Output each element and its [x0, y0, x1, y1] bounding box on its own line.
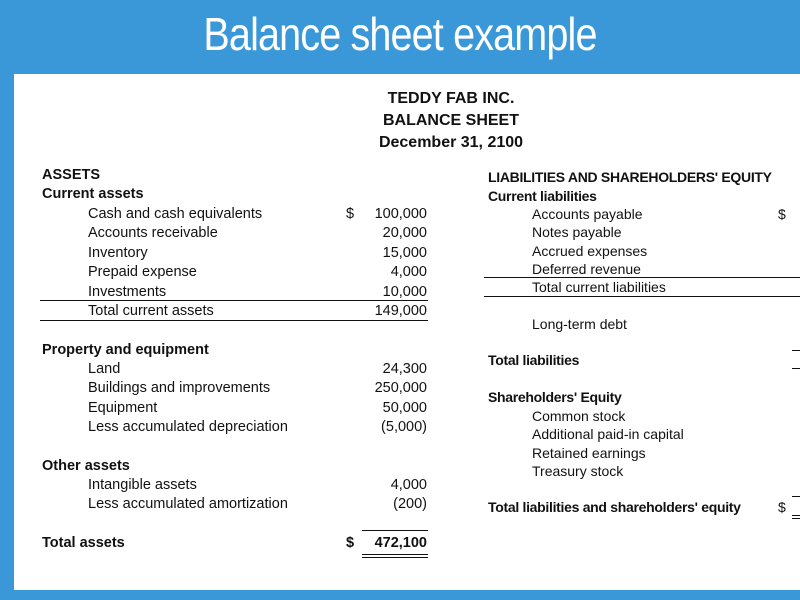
total-liabilities-label: Total liabilities — [488, 352, 580, 368]
currency-symbol: $ — [778, 499, 786, 515]
liability-label: Notes payable — [532, 224, 622, 240]
divider — [362, 530, 428, 531]
slide-title: Balance sheet example — [203, 8, 597, 60]
long-term-debt-label: Long-term debt — [532, 316, 627, 332]
divider — [484, 296, 800, 297]
equity-label: Treasury stock — [532, 463, 624, 479]
asset-label: Equipment — [88, 400, 158, 416]
asset-label: Prepaid expense — [88, 264, 197, 280]
asset-label: Land — [88, 361, 121, 377]
current-assets-heading: Current assets — [42, 186, 144, 202]
grand-total-label: Total liabilities and shareholders' equity — [488, 499, 741, 515]
equity-label: Additional paid-in capital — [532, 426, 684, 442]
liability-label: Accounts payable — [532, 206, 643, 222]
currency-symbol: $ — [778, 206, 786, 222]
asset-value: 100,000 — [374, 206, 427, 222]
current-liabilities-heading: Current liabilities — [488, 188, 597, 204]
currency-symbol: $ — [346, 206, 355, 222]
total-current-assets-value: 149,000 — [374, 303, 427, 319]
double-underline — [362, 557, 428, 558]
divider — [40, 320, 428, 321]
asset-value: (200) — [393, 496, 427, 512]
double-underline — [792, 518, 800, 519]
asset-value: (5,000) — [381, 419, 427, 435]
double-underline — [792, 515, 800, 516]
divider — [792, 350, 800, 351]
asset-label: Less accumulated amortization — [88, 496, 288, 512]
equity-label: Retained earnings — [532, 445, 646, 461]
asset-value: 24,300 — [382, 361, 427, 377]
asset-value: 10,000 — [382, 284, 427, 300]
total-current-liabilities-label: Total current liabilities — [532, 279, 666, 295]
statement-date: December 31, 2100 — [378, 134, 524, 151]
asset-value: 250,000 — [374, 380, 427, 396]
balance-sheet — [14, 74, 800, 590]
asset-value: 4,000 — [390, 477, 427, 493]
assets-heading: ASSETS — [42, 167, 101, 183]
total-current-assets-label: Total current assets — [88, 303, 214, 319]
liability-label: Accrued expenses — [532, 243, 648, 259]
asset-value: 50,000 — [382, 400, 427, 416]
asset-value: 4,000 — [390, 264, 427, 280]
double-underline — [362, 554, 428, 555]
company-name: TEDDY FAB INC. — [387, 90, 515, 107]
total-assets-label: Total assets — [42, 535, 125, 551]
property-heading: Property and equipment — [42, 342, 209, 358]
liability-label: Deferred revenue — [532, 261, 641, 277]
divider — [40, 300, 428, 301]
asset-value: 20,000 — [382, 225, 427, 241]
asset-value: 15,000 — [382, 245, 427, 261]
currency-symbol: $ — [346, 535, 355, 551]
asset-label: Inventory — [88, 245, 148, 261]
divider — [792, 368, 800, 369]
asset-label: Accounts receivable — [88, 225, 218, 241]
asset-label: Buildings and improvements — [88, 380, 271, 396]
total-assets-value: 472,100 — [374, 535, 427, 551]
asset-label: Intangible assets — [88, 477, 197, 493]
other-assets-heading: Other assets — [42, 458, 130, 474]
asset-label: Less accumulated depreciation — [88, 419, 288, 435]
equity-label: Common stock — [532, 408, 626, 424]
divider — [792, 496, 800, 497]
liabilities-heading: LIABILITIES AND SHAREHOLDERS' EQUITY — [488, 169, 772, 185]
statement-title: BALANCE SHEET — [382, 112, 519, 129]
asset-label: Investments — [88, 284, 167, 300]
equity-heading: Shareholders' Equity — [488, 389, 622, 405]
asset-label: Cash and cash equivalents — [88, 206, 263, 222]
